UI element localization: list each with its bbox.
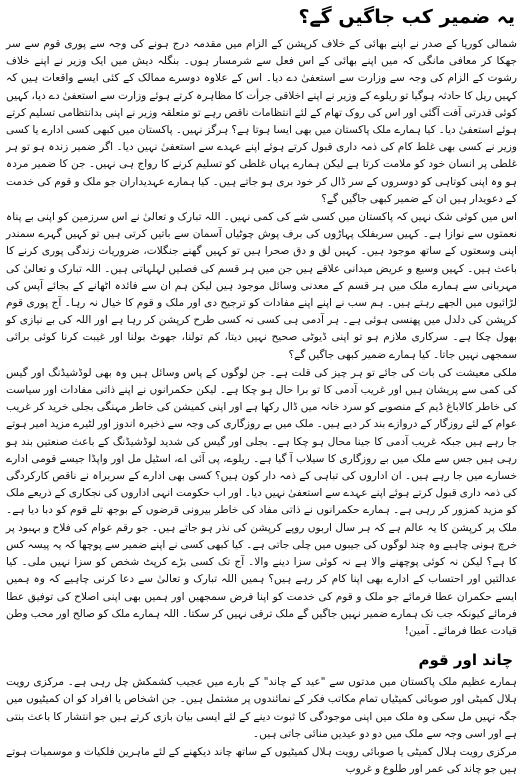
second-article-title: چاند اور قوم [418, 651, 513, 670]
page [6, 4, 517, 776]
second-article-paragraph: مرکزی رویت ہلال کمیٹی یا صوبائی رویت ہلال کمیٹیوں کے ساتھ چاند دیکھنے کے لئے ماہرین فلکیات و موسمیات ہوتے ہیں جو چاند کی عمر اور طلوع و غروب [6, 745, 517, 776]
second-article-paragraph: ہمارے عظیم ملک پاکستان میں مدتوں سے "عید کے چاند" کے بارے میں عجیب کشمکش چل رہی ہے۔ مرکزی رویت ہلال کمیٹی اور صوبائی کمیٹیاں تمام مکاتب فکر کے نمائندوں پر مشتمل ہیں۔ جن اشخاص یا افراد کو ان کمیٹیوں میں جگہ نہیں مل سکی وہ ملک میں اپنی موجودگی کا ثبوت دینے کے لئے ایسی بیان بازی کرتے ہیں جو انتشار کا باعث بنتی ہے اور اسی وجہ سے ملک میں دو دو عیدیں منائی جاتی ہیں۔ [6, 676, 517, 740]
article-title: یہ ضمیر کب جاگیں گے؟ [298, 6, 515, 28]
article-paragraph: ملکی معیشت کی بات کی جائے تو ہر چیز کی قلت ہے۔ جن لوگوں کے پاس وسائل ہیں وہ بھی لوڈشیڈنگ اور گیس کی کمی سے پریشان ہیں اور غریب آدمی کا تو برا حال ہو چکا ہے۔ لیکن حکمرانوں نے اپنے ذاتی مفادات اور سیاست کی خاطر کالاباغ ڈیم کے منصوبے کو سرد خانہ میں ڈال رکھا ہے اور اپنی کمیشن کی خاطر مہنگی بجلی خرید کر غریب عوام کے لئے روزگار کے دروازے بند کر دیے ہیں۔ ملک میں بے روزگاری کی وجہ سے ذخیرہ اندوز اور لٹیرے مزید امیر ہوتے جا رہے ہیں جبکہ غریب آدمی کا جینا محال ہو چکا ہے۔ بجلی اور گیس کی شدید لوڈشیڈنگ کے باعث صنعتیں بند ہو رہی ہیں جس سے ملک میں بے روزگاری کا سیلاب آ گیا ہے۔ ریلوے، پی آئی اے، اسٹیل مل اور واپڈا جیسے قومی ادارے خسارے میں جا رہے ہیں۔ ان اداروں کی تباہی کے ذمہ دار کون ہیں؟ کسی بھی ادارے کے سربراہ نے ناقص کارکردگی کی ذمہ داری قبول کرتے ہوئے اپنے عہدے سے استعفیٰ نہیں دیا۔ اور اب حکومت انہی اداروں کی نجکاری کے ذریعے ملک کو مزید کمزور کر رہی ہے۔ ہمارے حکمرانوں نے ذاتی مفاد کی خاطر بیرونی قرضوں کے بوجھ تلے قوم کو دبا دیا ہے۔ ملک پر کرپشن کا یہ عالم ہے کہ ہر سال اربوں روپے کرپشن کی نذر ہو جاتے ہیں۔ جو رقم عوام کی فلاح و بہبود پر خرچ ہونی چاہیے وہ چند لوگوں کی جیبوں میں چلی جاتی ہے۔ کیا کبھی کسی نے اپنے ضمیر سے پوچھا کہ یہ پیسہ کس کا ہے؟ لیکن نہ کوئی پوچھنے والا ہے نہ کوئی سزا دینے والا۔ آج تک کسی بڑے کرپٹ شخص کو سزا نہیں ملی۔ کیا عدالتیں اور احتساب کے ادارے بھی اپنا کام کر رہے ہیں؟ ہمیں اللہ تبارک و تعالیٰ سے دعا کرنی چاہیے کہ وہ ہمیں ایسے حکمران عطا فرمائے جو ملک و قوم کی خدمت کو اپنا فرض سمجھیں اور ہمیں بھی اپنی اصلاح کی توفیق عطا فرمائے کیونکہ جب تک ہمارے ضمیر نہیں جاگیں گے ملک ترقی نہیں کر سکتا۔ اللہ ہمارے ملک کو صالح اور محب وطن قیادت عطا فرمائے۔ آمین! [6, 366, 517, 637]
article-paragraph: شمالی کوریا کے صدر نے اپنے بھائی کے خلاف کرپشن کے الزام میں مقدمہ درج ہونے کی وجہ سے پوری قوم سے سر جھکا کر معافی مانگی کہ میں اپنے بھائی کے اس فعل سے شرمسار ہوں۔ بنگلہ دیش میں ایک وزیر نے اپنے خلاف رشوت کے الزام کی وجہ سے وزارت سے استعفیٰ دے دیا۔ اس کے علاوہ دوسرے ممالک کے کئی ایسے واقعات ہیں کہ کہیں ریل کا حادثہ ہوگیا تو ریلوے کے وزیر نے اپنے اخلاقی جرأت کا مظاہرہ کرتے ہوئے وزارت سے استعفیٰ دے دیا، کہیں کوئی قدرتی آفت آگئی اور اس کی روک تھام کے لئے انتظامات ناقص رہے تو متعلقہ وزیر نے اپنی بدانتظامی تسلیم کرتے ہوئے استعفیٰ دیا۔ کیا ہمارے ملک پاکستان میں بھی ایسا ہوتا ہے؟ ہرگز نہیں۔ پاکستان میں کبھی کسی ادارے یا کسی وزیر نے کسی بھی غلط کام کی ذمہ داری قبول کرتے ہوئے اپنے عہدے سے استعفیٰ نہیں دیا۔ اگر ضمیر زندہ ہو تو ہر غلطی پر انسان خود کو ملامت کرتا ہے لیکن ہمارے یہاں غلطی کو تسلیم کرنے کا رواج ہی نہیں۔ جن کا ضمیر مردہ ہو وہ اپنی کوتاہی کو دوسروں کے سر ڈال کر خود بری ہو جاتے ہیں۔ کیا ہمارے عہدیداران جو ملک و قوم کی خدمت کے دعویدار ہیں ان کے ضمیر کبھی جاگیں گے؟ [6, 38, 517, 205]
article-paragraph: اس میں کوئی شک نہیں کہ پاکستان میں کسی شے کی کمی نہیں۔ اللہ تبارک و تعالیٰ نے اس سرزمین کو اپنی بے پناہ نعمتوں سے نوازا ہے۔ کہیں سربفلک پہاڑوں کی برف پوش چوٹیاں آسمان سے باتیں کرتی ہیں تو کہیں گہرے سمندر اپنی وسعتوں کے ساتھ موجود ہیں۔ کہیں لق و دق صحرا ہیں تو کہیں گھنے جنگلات، ضروریات زندگی پوری کرنے کا باعث ہیں۔ کہیں وسیع و عریض میدانی علاقے ہیں جن میں ہر قسم کی فصلیں لہلہاتی ہیں۔ اللہ تبارک و تعالیٰ کی مہربانی سے ہمارے ملک میں ہر قسم کے معدنی وسائل موجود ہیں لیکن ہم ان سے فائدہ اٹھانے کے بجائے آپس کی لڑائیوں میں الجھے رہتے ہیں۔ ہم سب نے اپنے اپنے مفادات کو ترجیح دی اور ملک و قوم کا خیال نہ رہا۔ آج پوری قوم کرپشن کی دلدل میں پھنسی ہوئی ہے۔ ہر آدمی ہی کسی نہ کسی طرح کرپشن کر رہا ہے اور اللہ کی بے نیازی کو بھول چکا ہے۔ سرکاری ملازم ہو تو اپنی ڈیوٹی صحیح نہیں دیتا، کم تولنا، جھوٹ بولنا اور غیبت کرنا کوئی برائی سمجھی نہیں جاتا۔ کیا ہمارے ضمیر کبھی جاگیں گے؟ [6, 211, 517, 361]
